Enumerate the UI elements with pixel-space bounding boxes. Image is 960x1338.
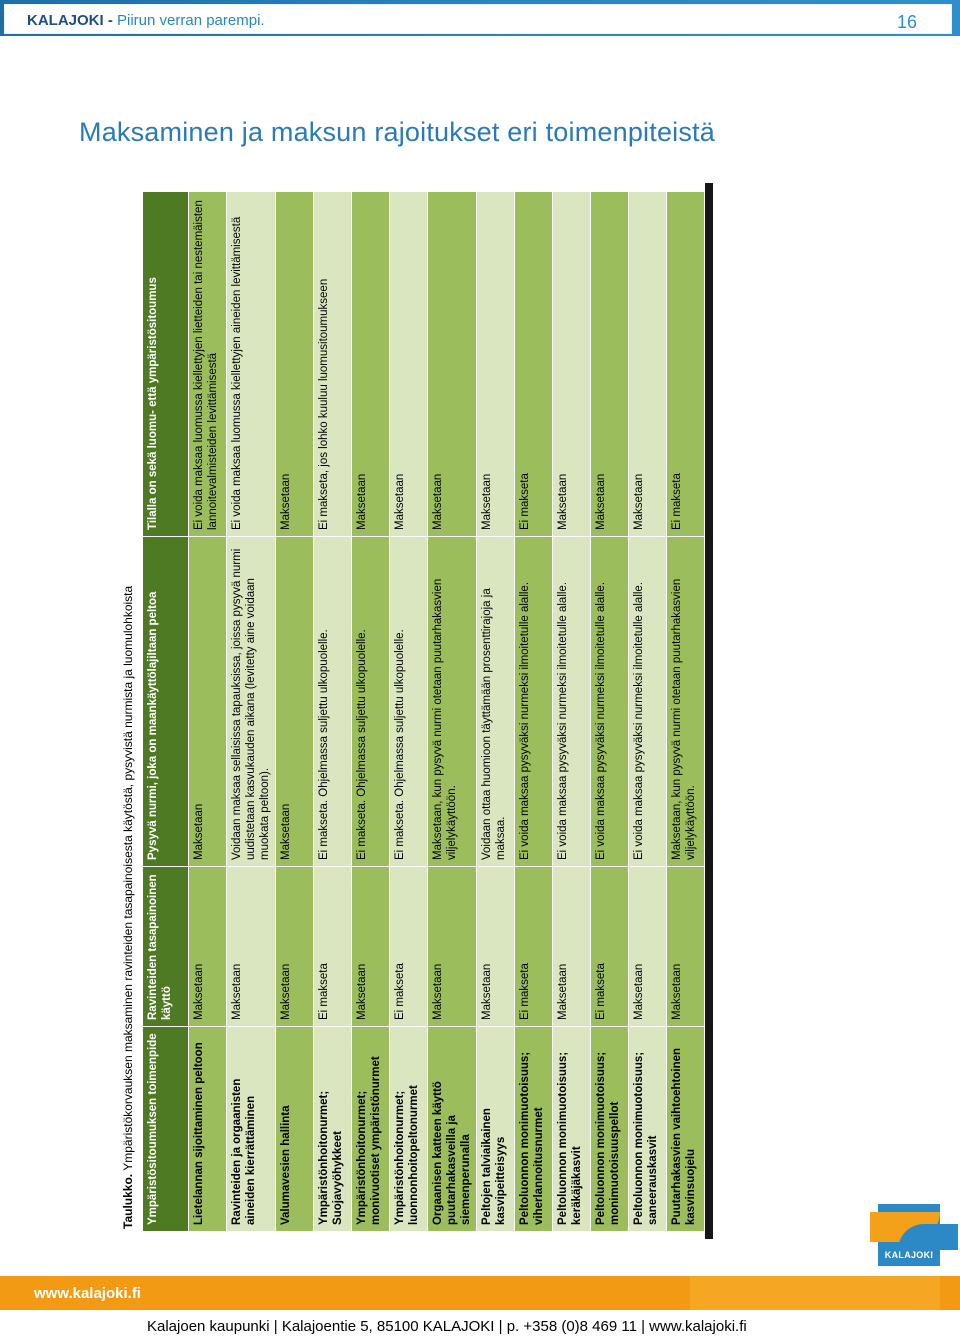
table-header-cell: Pysyvä nurmi, joka on maankäyttölajiltaan peltoa <box>143 536 189 866</box>
table-row-label: Peltoluonnon monimuotoisuus; monimuotoisuuspellot <box>591 1026 629 1231</box>
table-header-cell: Tilalla on sekä luomu- että ympäristösitoumus <box>143 191 189 536</box>
table-cell: Ei voida maksaa luomussa kiellettyjen aineiden levittämisestä <box>227 191 276 536</box>
table-cell: Maksetaan <box>553 866 591 1026</box>
table-cell: Ei makseta, jos lohko kuuluu luomusitoumukseen <box>314 191 352 536</box>
table-cell: Maksetaan, kun pysyvä nurmi otetaan puutarhakasvien viljelykäyttöön. <box>428 536 477 866</box>
header-strip <box>4 4 952 34</box>
table-row-label: Orgaanisen katteen käyttö puutarhakasveilla ja siemenperunalla <box>428 1026 477 1231</box>
table-row-label: Peltoluonnon monimuotoisuus; saneerauskasvit <box>629 1026 667 1231</box>
table-cell: Maksetaan <box>428 191 477 536</box>
table-cell: Maksetaan <box>477 866 515 1026</box>
table-cell: Maksetaan <box>276 866 314 1026</box>
table-cell: Maksetaan <box>352 866 390 1026</box>
table-cell: Ei makseta <box>515 866 553 1026</box>
table-caption <box>113 173 143 1239</box>
table-caption-text: Ympäristökorvauksen maksaminen ravinteiden tasapainoisesta käytöstä, pysyvistä nurmista ja luomulohkoista <box>121 585 135 1174</box>
table-cell: Ei makseta <box>591 866 629 1026</box>
table-cell: Ei voida maksaa luomussa kiellettyjen lietteiden tai nestemäisten lannoitevalmisteiden levittämisestä <box>189 191 227 536</box>
page-number: 16 <box>896 12 917 32</box>
table-cell: Ei makseta <box>390 866 428 1026</box>
table-header-cell: Ympäristösitoumuksen toimenpide <box>143 1026 189 1231</box>
brand-separator: - <box>103 12 118 29</box>
table-cell: Maksetaan <box>227 866 276 1026</box>
table-cell: Maksetaan <box>276 536 314 866</box>
footer-bar <box>0 1276 960 1310</box>
table-cell: Ei makseta <box>515 191 553 536</box>
table-row-label: Ympäristönhoitonurmet; monivuotiset ympäristönurmet <box>352 1026 390 1231</box>
footer-url[interactable]: www.kalajoki.fi <box>34 1285 141 1302</box>
table-cell: Maksetaan <box>591 191 629 536</box>
table-cell: Voidaan ottaa huomioon täyttämään prosenttirajoja ja maksaa. <box>477 536 515 866</box>
table-row-label: Valumavesien hallinta <box>276 1026 314 1231</box>
table-cell: Ei makseta. Ohjelmassa suljettu ulkopuolelle. <box>314 536 352 866</box>
page-title: Maksaminen ja maksun rajoitukset eri toimenpiteistä <box>79 117 715 147</box>
table-cell: Maksetaan <box>667 866 705 1026</box>
table-cell: Ei voida maksaa pysyväksi nurmeksi ilmoitetulle alalle. <box>629 536 667 866</box>
brand-name: KALAJOKI <box>27 12 104 29</box>
kalajoki-logo <box>878 1204 940 1266</box>
table-row-label: Puutarhakasvien vaihtoehtoinen kasvinsuojelu <box>667 1026 705 1231</box>
footer-contact: Kalajoen kaupunki | Kalajoentie 5, 85100 KALAJOKI | p. +358 (0)8 469 11 | www.kalajoki.fi <box>147 1318 747 1335</box>
table-cell: Ei makseta <box>667 191 705 536</box>
table-row-label: Peltoluonnon monimuotoisuus; viherlannoitusnurmet <box>515 1026 553 1231</box>
rotated-table-figure <box>113 183 713 1239</box>
table-header-cell: Ravinteiden tasapainoinen käyttö <box>143 866 189 1026</box>
table-cell: Maksetaan <box>553 191 591 536</box>
table-cell: Maksetaan <box>189 866 227 1026</box>
table-cell: Maksetaan <box>352 191 390 536</box>
table-cell: Maksetaan <box>629 191 667 536</box>
table-row-label: Ravinteiden ja orgaanisten aineiden kierrättäminen <box>227 1026 276 1231</box>
table-cell: Ei makseta <box>314 866 352 1026</box>
header-bar <box>0 0 960 36</box>
table-row-label: Peltojen talviaikainen kasvipeitteisyys <box>477 1026 515 1231</box>
table-cell: Maksetaan <box>477 191 515 536</box>
table-cell: Maksetaan, kun pysyvä nurmi otetaan puutarhakasvien viljelykäyttöön. <box>667 536 705 866</box>
rotated-table-content <box>113 183 705 1239</box>
table-cell: Maksetaan <box>189 536 227 866</box>
table-row-label: Ympäristönhoitonurmet; luonnonhoitopeltonurmet <box>390 1026 428 1231</box>
table-edge <box>705 183 713 1239</box>
brand-line <box>27 12 265 30</box>
table-cell: Voidaan maksaa sellaisissa tapauksissa, joissa pysyvä nurmi uudistetaan kasvukauden aikana (levitetty aine voidaan muokata peltoon). <box>227 536 276 866</box>
table-cell: Maksetaan <box>428 866 477 1026</box>
table-row-label: Lietelannan sijoittaminen peltoon <box>189 1026 227 1231</box>
brand-slogan: Piirun verran parempi. <box>117 12 265 29</box>
table-row-label: Ympäristönhoitonurmet; Suojavyöhykkeet <box>314 1026 352 1231</box>
table-cell: Maksetaan <box>629 866 667 1026</box>
table-cell: Maksetaan <box>276 191 314 536</box>
data-table <box>143 191 705 1231</box>
table-cell: Ei voida maksaa pysyväksi nurmeksi ilmoitetulle alalle. <box>553 536 591 866</box>
table-cell: Ei makseta. Ohjelmassa suljettu ulkopuolelle. <box>352 536 390 866</box>
table-cell: Ei makseta. Ohjelmassa suljettu ulkopuolelle. <box>390 536 428 866</box>
table-cell: Ei voida maksaa pysyväksi nurmeksi ilmoitetulle alalle. <box>591 536 629 866</box>
table-row-label: Peltoluonnon monimuotoisuus; keräkäjäkasvit <box>553 1026 591 1231</box>
table-cell: Maksetaan <box>390 191 428 536</box>
table-cell: Ei voida maksaa pysyväksi nurmeksi ilmoitetulle alalle. <box>515 536 553 866</box>
table-caption-label: Taulukko. <box>121 1173 135 1229</box>
logo-text: KALAJOKI <box>884 1250 934 1260</box>
footer-accent-block <box>690 1276 940 1310</box>
